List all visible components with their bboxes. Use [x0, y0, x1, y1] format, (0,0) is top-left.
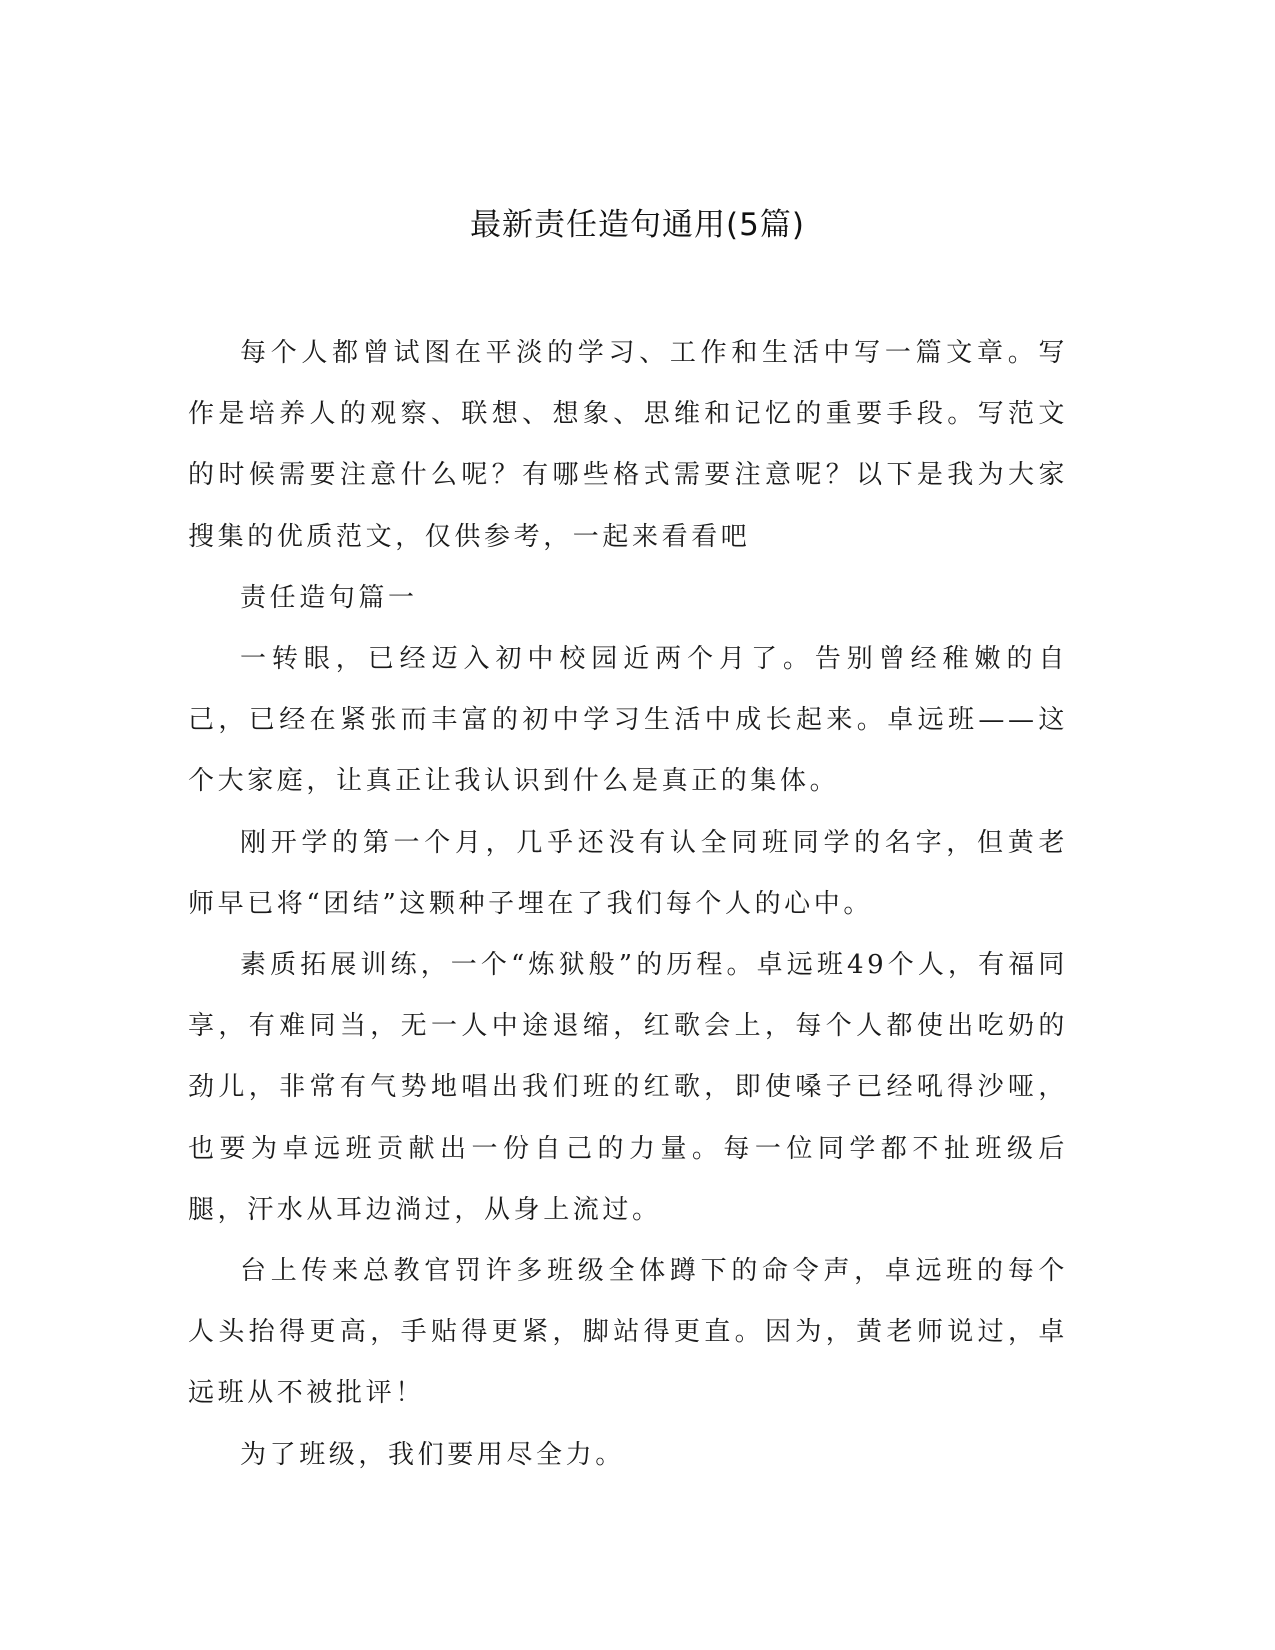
body-paragraph: 刚开学的第一个月，几乎还没有认全同班同学的名字，但黄老师早已将“团结”这颗种子埋在了我们每个人的心中。 [188, 827, 1068, 919]
body-paragraph: 一转眼，已经迈入初中校园近两个月了。告别曾经稚嫩的自己，已经在紧张而丰富的初中学习生活中成长起来。卓远班——这个大家庭，让真正让我认识到什么是真正的集体。 [188, 644, 1068, 797]
body-paragraph: 为了班级，我们要用尽全力。 [240, 1439, 625, 1470]
section-heading: 责任造句篇一 [240, 582, 418, 613]
document-title: 最新责任造句通用(5篇) [470, 207, 805, 243]
document-body [188, 323, 1068, 1486]
intro-paragraph: 每个人都曾试图在平淡的学习、工作和生活中写一篇文章。写作是培养人的观察、联想、想象、思维和记忆的重要手段。写范文的时候需要注意什么呢？有哪些格式需要注意呢？以下是我为大家搜集的优质范文，仅供参考，一起来看看吧 [188, 338, 1068, 552]
body-paragraph: 素质拓展训练，一个“炼狱般”的历程。卓远班49个人，有福同享，有难同当，无一人中途退缩，红歌会上，每个人都使出吃奶的劲儿，非常有气势地唱出我们班的红歌，即使嗓子已经吼得沙哑，也要为卓远班贡献出一份自己的力量。每一位同学都不扯班级后腿，汗水从耳边淌过，从身上流过。 [188, 950, 1068, 1225]
body-paragraph: 台上传来总教官罚许多班级全体蹲下的命令声，卓远班的每个人头抬得更高，手贴得更紧，脚站得更直。因为，黄老师说过，卓远班从不被批评！ [188, 1256, 1068, 1409]
